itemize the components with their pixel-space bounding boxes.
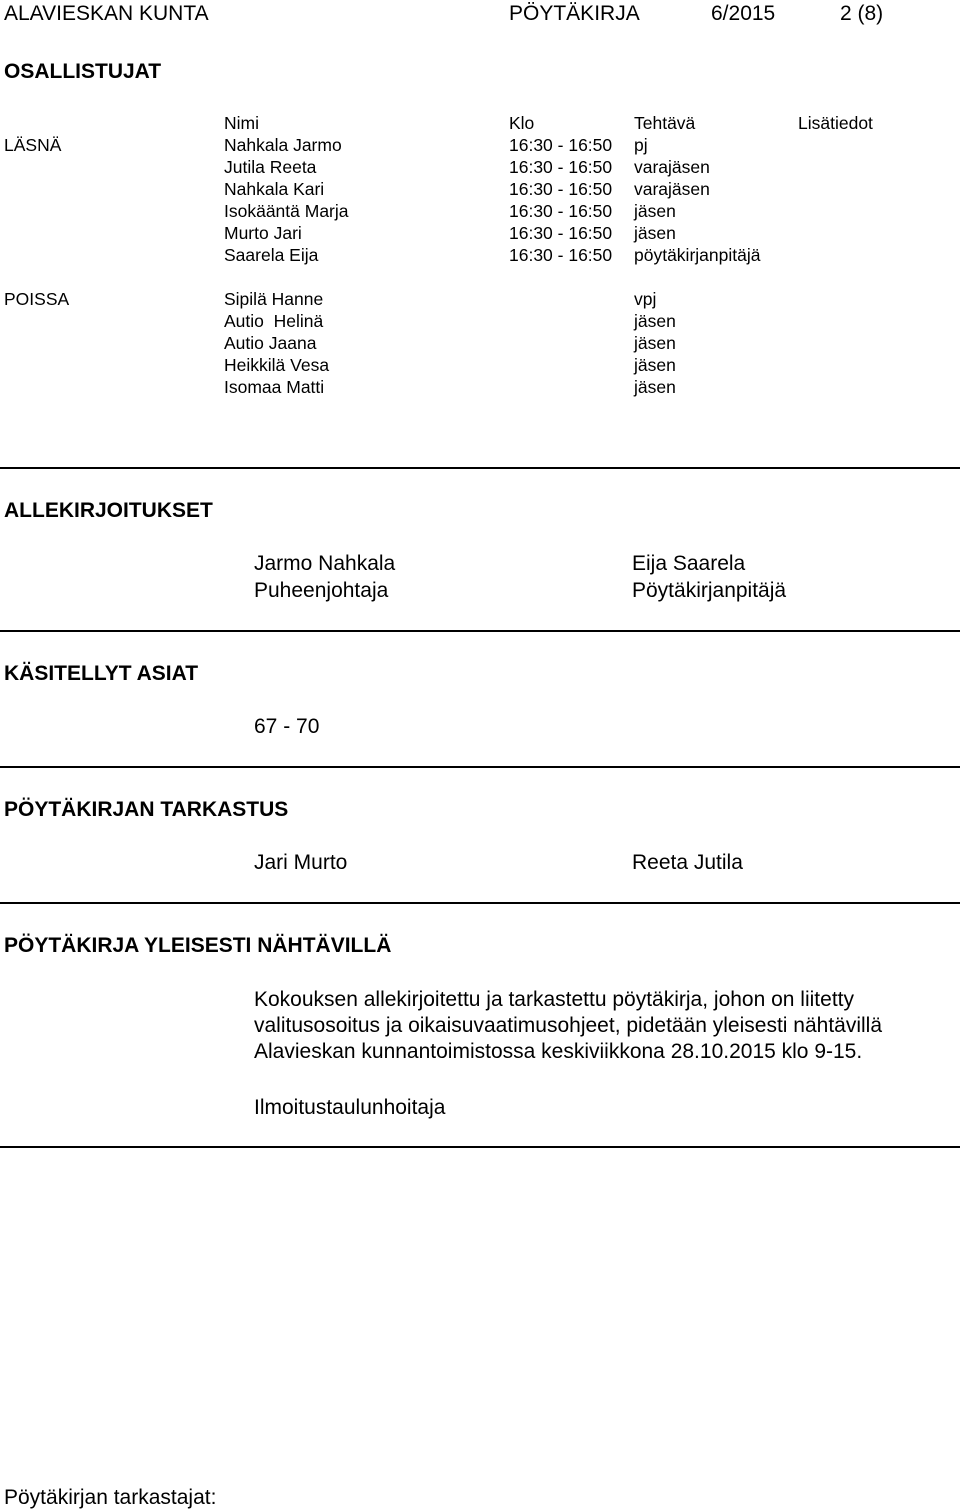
items-range: 67 - 70: [254, 715, 320, 738]
chair-role: Puheenjohtaja: [254, 579, 389, 602]
present-row-time: 16:30 - 16:50: [509, 179, 613, 199]
section-divider: [0, 630, 960, 632]
absent-row-name: Autio Helinä: [224, 311, 324, 331]
section-divider: [0, 467, 960, 469]
section-divider: [0, 902, 960, 904]
section-divider: [0, 1146, 960, 1148]
column-header-info: Lisätiedot: [798, 113, 873, 133]
reviewers-label: Pöytäkirjan tarkastajat:: [4, 1486, 217, 1509]
secretary-role: Pöytäkirjanpitäjä: [632, 579, 787, 602]
present-row-name: Nahkala Jarmo: [224, 135, 342, 155]
public-display-title: PÖYTÄKIRJA YLEISESTI NÄHTÄVILLÄ: [4, 934, 392, 957]
chair-name: Jarmo Nahkala: [254, 552, 396, 575]
present-row-role: varajäsen: [634, 157, 710, 177]
absent-row-name: Isomaa Matti: [224, 377, 325, 397]
absent-row-role: jäsen: [634, 311, 676, 331]
present-row-role: jäsen: [634, 223, 676, 243]
present-row-name: Isokääntä Marja: [224, 201, 349, 221]
absent-row-role: jäsen: [634, 355, 676, 375]
present-row-role: pöytäkirjanpitäjä: [634, 245, 761, 265]
column-header-time: Klo: [509, 113, 535, 133]
signatures-title: ALLEKIRJOITUKSET: [4, 499, 213, 522]
absent-row-name: Sipilä Hanne: [224, 289, 324, 309]
participants-title: OSALLISTUJAT: [4, 60, 162, 83]
present-row-role: jäsen: [634, 201, 676, 221]
column-header-role: Tehtävä: [634, 113, 696, 133]
absent-row-role: jäsen: [634, 377, 676, 397]
present-label: LÄSNÄ: [4, 135, 62, 155]
present-row-name: Nahkala Kari: [224, 179, 325, 199]
public-display-line: Kokouksen allekirjoitettu ja tarkastettu pöytäkirja, johon on liitetty: [254, 988, 854, 1011]
secretary-name: Eija Saarela: [632, 552, 746, 575]
public-display-line: Alavieskan kunnantoimistossa keskiviikkona 28.10.2015 klo 9-15.: [254, 1040, 863, 1063]
present-row-name: Murto Jari: [224, 223, 302, 243]
reviewer-2-name: Reeta Jutila: [632, 851, 743, 874]
review-title: PÖYTÄKIRJAN TARKASTUS: [4, 798, 289, 821]
present-row-time: 16:30 - 16:50: [509, 135, 613, 155]
present-row-time: 16:30 - 16:50: [509, 223, 613, 243]
present-row-time: 16:30 - 16:50: [509, 201, 613, 221]
page-number: 2 (8): [840, 2, 884, 25]
present-row-role: varajäsen: [634, 179, 710, 199]
public-display-text: [254, 987, 954, 1065]
document-type: PÖYTÄKIRJA: [509, 2, 640, 25]
municipality-name: ALAVIESKAN KUNTA: [4, 2, 209, 25]
items-title: KÄSITELLYT ASIAT: [4, 662, 199, 685]
absent-row-name: Autio Jaana: [224, 333, 317, 353]
present-row-name: Jutila Reeta: [224, 157, 317, 177]
notice-board-keeper: Ilmoitustaulunhoitaja: [254, 1096, 446, 1119]
present-row-time: 16:30 - 16:50: [509, 245, 613, 265]
present-row-name: Saarela Eija: [224, 245, 319, 265]
public-display-line: valitusosoitus ja oikaisuvaatimusohjeet, pidetään yleisesti nähtävillä: [254, 1014, 883, 1037]
absent-row-role: jäsen: [634, 333, 676, 353]
absent-label: POISSA: [4, 289, 70, 309]
absent-row-role: vpj: [634, 289, 657, 309]
column-header-name: Nimi: [224, 113, 259, 133]
present-row-time: 16:30 - 16:50: [509, 157, 613, 177]
section-divider: [0, 766, 960, 768]
absent-row-name: Heikkilä Vesa: [224, 355, 330, 375]
reviewer-1-name: Jari Murto: [254, 851, 348, 874]
present-row-role: pj: [634, 135, 648, 155]
document-number: 6/2015: [711, 2, 776, 25]
